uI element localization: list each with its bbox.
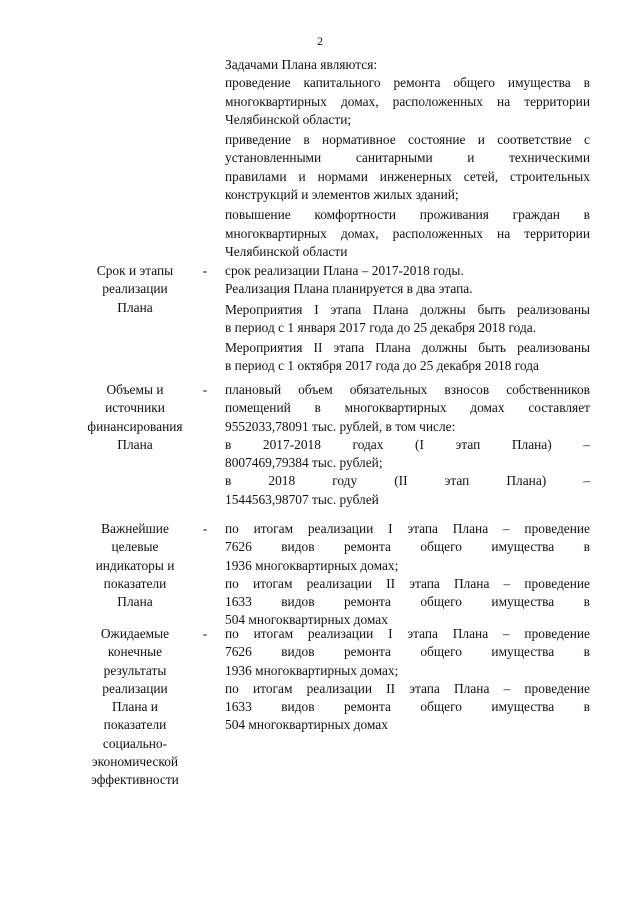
text-line: 1936 многоквартирных домах; [225,662,399,678]
tasks-heading: Задачами Плана являются: [225,57,378,72]
section-dash: - [202,521,208,536]
text-line: в период с 1 января 2017 года до 25 декабря 2018 года. [225,319,537,335]
text-line: Челябинской области [225,243,348,259]
text-line: 1936 многоквартирных домах; [225,557,399,573]
text-line: 9552033,78091 тыс. рублей, в том числе: [225,418,456,434]
text-line: 1633 видов ремонта общего имущества в [225,699,590,715]
text-line: многоквартирных домах, расположенных на территории [225,225,590,241]
task-paragraph [225,131,590,204]
text-line: Челябинской области; [225,111,352,127]
text-line: 504 многоквартирных домах [225,612,388,628]
section-dash: - [202,626,208,641]
text-line: многоквартирных домах, расположенных на территории [225,93,590,109]
text-line: 7626 видов ремонта общего имущества в [225,644,590,660]
section-content [225,262,590,378]
section-dash: - [202,382,208,397]
task-paragraph [225,206,590,261]
task-paragraph [225,74,590,129]
text-line: проведение капитального ремонта общего имущества в [225,75,590,91]
section-label: Срок и этапы реализации Плана [96,263,174,315]
text-line: правилами и нормами инженерных сетей, строительных [225,168,590,184]
text-line: помещений в многоквартирных домах составляет [225,400,590,416]
section-content [225,625,590,735]
text-line: 1544563,98707 тыс. рублей [225,491,379,507]
section-label: Объемы и источники финансирования Плана [87,382,183,452]
text-line: плановый объем обязательных взносов собственников [225,382,590,397]
section-content [225,381,590,509]
text-line: Реализация Плана планируется в два этапа. [225,281,473,297]
text-line: в 2017-2018 годах (I этап Плана) – [225,436,590,452]
text-line: в 2018 году (II этап Плана) – [225,473,590,489]
text-line: 7626 видов ремонта общего имущества в [225,539,590,555]
section-label: Ожидаемые конечные результаты реализации Плана и показатели социально- экономической эффективности [91,626,179,788]
section-content [225,520,590,630]
text-line: по итогам реализации I этапа Плана – проведение [225,521,590,536]
section-label: Важнейшие целевые индикаторы и показатели Плана [95,521,175,610]
text-line: 8007469,79384 тыс. рублей; [225,455,383,471]
text-line: Мероприятия I этапа Плана должны быть реализованы [225,301,590,317]
text-line: конструкций и элементов жилых зданий; [225,187,459,203]
text-line: установленными санитарными и техническими [225,150,590,166]
text-line: повышение комфортности проживания граждан в [225,207,590,223]
plan-tasks-block [225,56,590,263]
text-line: в период с 1 октября 2017 года до 25 декабря 2018 года [225,358,539,374]
text-line: по итогам реализации II этапа Плана – проведение [225,575,590,591]
text-line: Мероприятия II этапа Плана должны быть реализованы [225,340,590,356]
text-line: срок реализации Плана – 2017-2018 годы. [225,263,464,278]
text-line: по итогам реализации I этапа Плана – проведение [225,626,590,641]
text-line: 1633 видов ремонта общего имущества в [225,594,590,610]
page-number: 2 [317,34,323,48]
text-line: приведение в нормативное состояние и соответствие с [225,132,590,148]
text-line: по итогам реализации II этапа Плана – проведение [225,680,590,696]
text-line: 504 многоквартирных домах [225,717,388,733]
section-dash: - [202,263,208,278]
